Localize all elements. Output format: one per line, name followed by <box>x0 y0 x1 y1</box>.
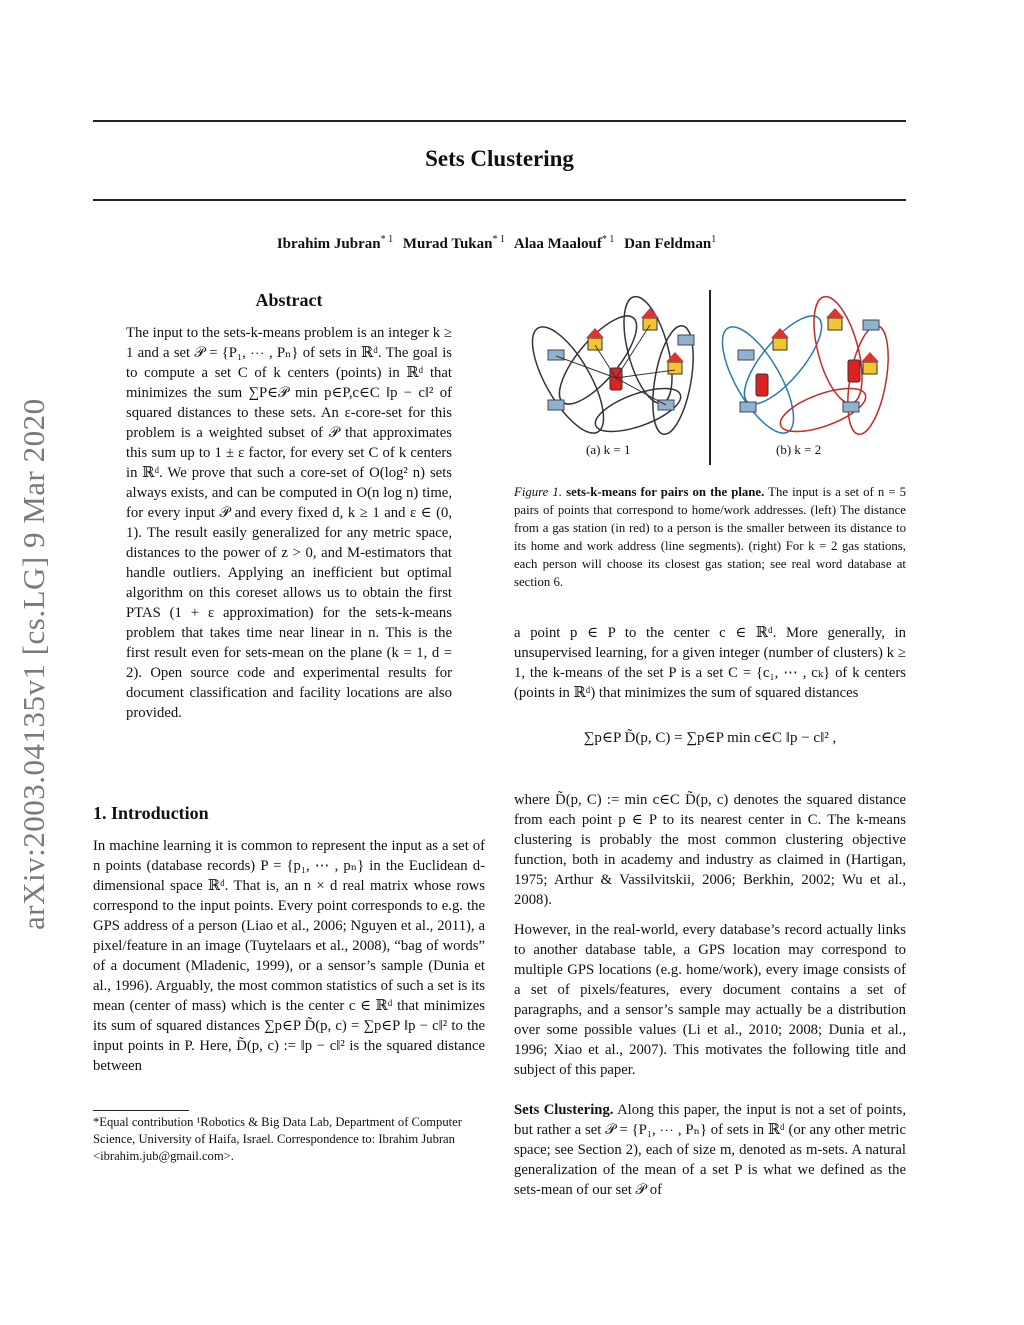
author-name: Ibrahim Jubran <box>276 236 381 252</box>
figure-caption <box>514 483 906 591</box>
introduction-heading: 1. Introduction <box>93 803 209 823</box>
title-bottom-rule <box>93 199 906 201</box>
caption-label: Figure 1. <box>514 485 563 499</box>
abstract-text: The input to the sets-k-means problem is an integer k ≥ 1 and a set 𝒫 = {P₁, ⋯ , Pₙ} of sets in ℝᵈ. The goal is to compute a set C of k centers (points) in ℝᵈ that minimizes the sum ∑P∈𝒫 min p∈P,c∈C ‖p − c‖² of squared distances to these sets. An ε-core-set for this problem is a weighted subset of 𝒫 that approximates this sum up to 1 ± ε factor, for every set C of k centers in ℝᵈ. We prove that such a core-set of O(log² n) sets always exists, and can be computed in O(n log n) time, for every input 𝒫 and every fixed d, k ≥ 1 and ε ∈ (0, 1). The result easily generalized for any metric space, distances to the power of z > 0, and M-estimators that handle outliers. Applying an inefficient but optimal algorithm on this coreset allows us to obtain the first PTAS (1 + ε approximation) for the sets-k-means problem that takes time near linear in n. This is the first result even for sets-mean on the plane (k = 1, d = 2). Open source code and experimental results for document classification and facility locations are also provided. <box>126 325 452 721</box>
right-paragraph-2: where D̃(p, C) := min c∈C D̃(p, c) denotes the squared distance from each point p ∈ P to its nearest center in C. The k-means clustering is probably the most common clustering objective function, both in academy and industry as claimed in (Hartigan, 1975; Arthur & Vassilvitskii, 2006; Berkhin, 2002; Wu et al., 2008). <box>514 792 906 908</box>
author-list <box>93 234 906 253</box>
caption-text: The input is a set of n = 5 pairs of points that correspond to home/work addresses. (left) The distance from a gas station (in red) to a person is the smaller between its distance to its home and work address (line segments). (right) For k = 2 gas stations, each person will choose its closest gas station; see real word database at section 6. <box>514 485 907 589</box>
subfigure-b-label: (b) k = 2 <box>776 442 822 457</box>
kmeans-equation: ∑p∈P D̃(p, C) = ∑p∈P min c∈C ‖p − c‖² , <box>583 730 837 746</box>
right-panel-sets-blue <box>709 305 834 443</box>
figure-1-illustration <box>518 290 910 465</box>
caption-title: sets-k-means for pairs on the plane. <box>566 485 765 499</box>
author-marks: 1 <box>711 234 717 245</box>
right-paragraph-3: However, in the real-world, every database’s record actually links to another database table, a GPS location may correspond to multiple GPS locations (e.g. home/work), every image consists of a set of pixels/features, every document contains a set of paragraphs, and a sensor’s sample may actually be a distribution over some possible values (Li et al., 2010; 2008; Dunia et al., 1996; Xiao et al., 2007). This motivates the following title and subject of this paper. <box>514 922 906 1078</box>
sets-clustering-paragraph <box>514 1100 906 1200</box>
abstract-heading: Abstract <box>255 290 323 310</box>
subfigure-a-label: (a) k = 1 <box>586 442 631 457</box>
author-marks: * 1 <box>380 234 394 245</box>
arxiv-stamp: arXiv:2003.04135v1 [cs.LG] 9 Mar 2020 <box>16 398 51 930</box>
author-name: Dan Feldman <box>624 236 712 252</box>
sets-clustering-heading: Sets Clustering. <box>514 1102 614 1118</box>
right-paragraph-1: a point p ∈ P to the center c ∈ ℝᵈ. More generally, in unsupervised learning, for a given integer (number of clusters) k ≥ 1, the k-means of the set P is a set C = {c₁, ⋯ , cₖ} of k centers (points in ℝᵈ) that minimizes the sum of squared distances <box>514 625 906 701</box>
sets-clustering-text: Along this paper, the input is not a set of points, but rather a set 𝒫 = {P₁, ⋯ , Pₙ} of sets in ℝᵈ (or any other metric space; see Section 2), each of size m, denoted as m-sets. A natural generalization of the mean of a set P is what we defined as the sets-mean of our set 𝒫 of <box>514 1102 906 1198</box>
author-marks: * 1 <box>492 234 505 245</box>
footnote-rule <box>93 1110 189 1111</box>
paper-title: Sets Clustering <box>425 146 574 171</box>
top-rule <box>93 120 906 122</box>
introduction-paragraph: In machine learning it is common to represent the input as a set of n points (database records) P = {p₁, ⋯ , pₙ} in the Euclidean d-dimensional space ℝᵈ. That is, an n × d real matrix whose rows correspond to the input points. Every point corresponds to e.g. the GPS address of a person (Liao et al., 2006; Nguyen et al., 2011), a pixel/feature in an image (Tuytelaars et al., 2008), “bag of words” of a document (Mladenic, 1999), or a sensor’s sample (Dunia et al., 1996). Arguably, the most common statistics of such a set is its mean (center of mass) which is the center c ∈ ℝᵈ that minimizes its sum of squared distances ∑p∈P D̃(p, c) = ∑p∈P ‖p − c‖² to the input points in P. Here, D̃(p, c) := ‖p − c‖² is the squared distance between <box>93 838 485 1074</box>
house-icons <box>586 308 879 374</box>
author-name: Alaa Maalouf <box>513 236 602 252</box>
author-marks: * 1 <box>601 234 615 245</box>
footnote: *Equal contribution ¹Robotics & Big Data Lab, Department of Computer Science, University of Haifa, Israel. Correspondence to: Ibrahim Jubran <ibrahim.jub@gmail.com>. <box>93 1115 462 1163</box>
author-name: Murad Tukan <box>402 236 493 252</box>
